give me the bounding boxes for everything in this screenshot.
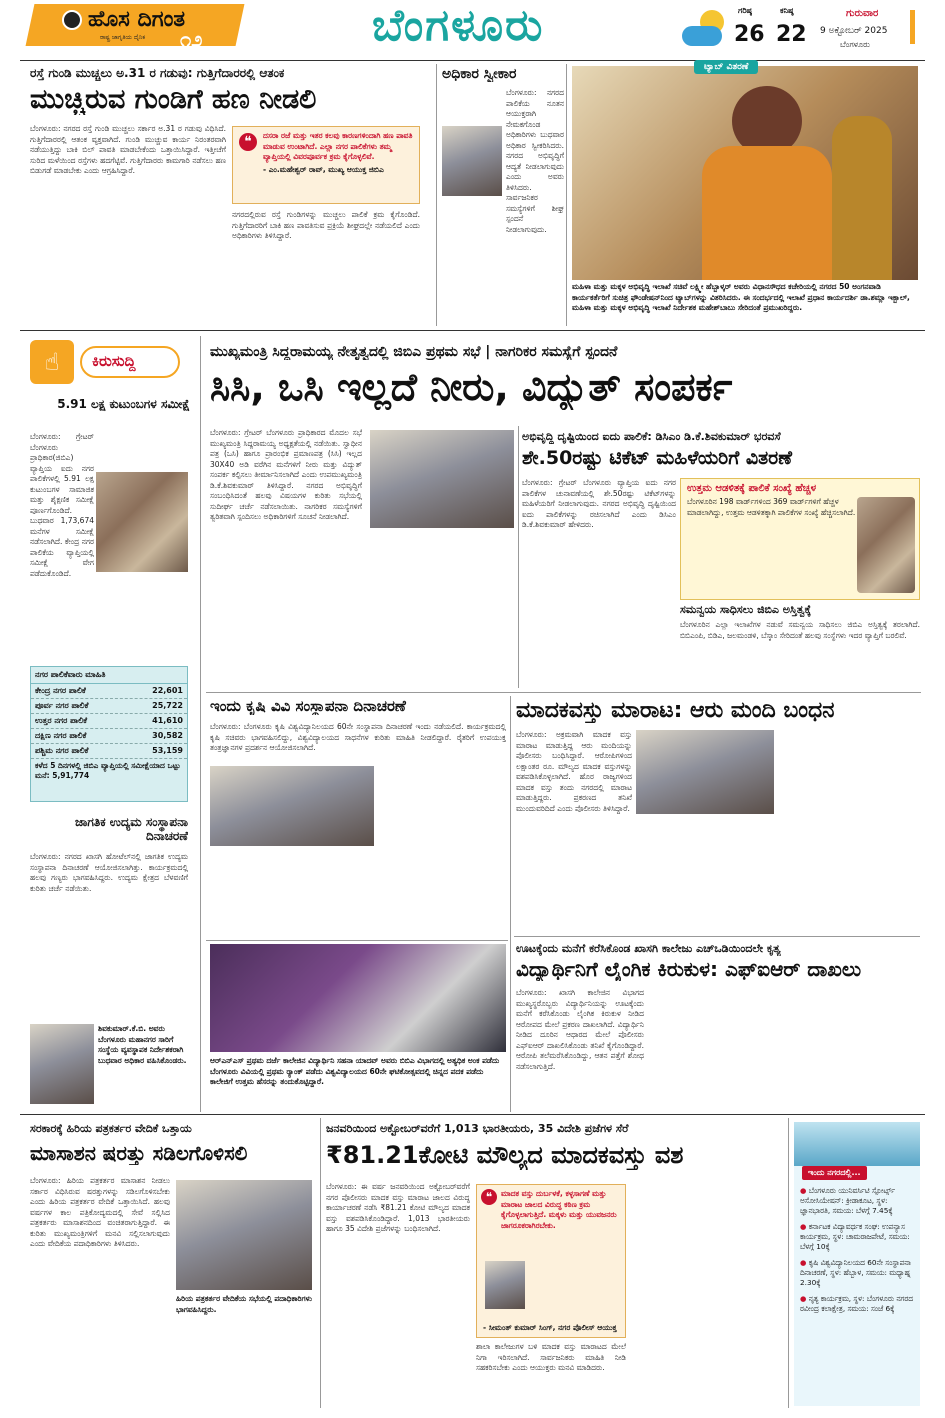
survey-headline[interactable]: 5.91 ಲಕ್ಷ ಕುಟುಂಬಗಳ ಸಮೀಕ್ಷೆ: [57, 398, 190, 411]
min-label: ಕನಿಷ್ಠ: [780, 6, 794, 15]
stats-title: ನಗರ ಪಾಲಿಕೆವಾರು ಮಾಹಿತಿ: [31, 667, 187, 684]
stat-label: ಕೇಂದ್ರ ನಗರ ಪಾಲಿಕೆ: [35, 686, 86, 695]
fir-headline[interactable]: ವಿದ್ಯಾರ್ಥಿನಿಗೆ ಲೈಂಗಿಕ ಕಿರುಕುಳ: ಎಫ್‌ಐಆರ್ ದಾಖಲು: [516, 958, 862, 981]
stat-row: [31, 714, 187, 729]
stat-label: ದಕ್ಷಿಣ ನಗರ ಪಾಲಿಕೆ: [35, 731, 87, 740]
stats-total-label: ಕಳೆದ 5 ದಿನಗಳಲ್ಲಿ ಜಿಬಿಎ ವ್ಯಾಪ್ತಿಯಲ್ಲಿ ಸಮೀಕ್ಷೆಯಾದ ಒಟ್ಟು ಮನೆ:: [35, 761, 181, 780]
stat-row: [31, 744, 187, 759]
fir-kicker[interactable]: ಊಟಕ್ಕೆಂದು ಮನೆಗೆ ಕರೆಸಿಕೊಂಡ ಖಾಸಗಿ ಕಾಲೇಜು ಎಚ್‌ಒಡಿಯಿಂದಲೇ ಕೃತ್ಯ: [516, 942, 781, 955]
agri-photo: [210, 766, 374, 846]
weather-icon: [680, 8, 730, 50]
journalist-photo: [176, 1180, 312, 1290]
stat-value: 30,582: [152, 731, 183, 740]
main-kicker[interactable]: ಮುಖ್ಯಮಂತ್ರಿ ಸಿದ್ದರಾಮಯ್ಯ ನೇತೃತ್ವದಲ್ಲಿ ಜಿಬಿಎ ಪ್ರಥಮ ಸಭೆ | ನಾಗರಿಕರ ಸಮಸ್ಯೆಗೆ ಸ್ಪಂದನೆ: [210, 344, 618, 360]
lead-left-body1: ಬೆಂಗಳೂರು: ನಗರದ ರಸ್ತೆ ಗುಂಡಿ ಮುಚ್ಚಲು ಸರ್ಕಾರ ಅ.31 ರ ಗಡುವು ವಿಧಿಸಿದೆ. ಗುತ್ತಿಗೆದಾರರಲ್ಲಿ ಆತಂಕ ವ್ಯಕ್ತವಾಗಿದೆ. ಗುಂಡಿ ಮುಚ್ಚುವ ಕಾರ್ಯ ನಿರಂತರವಾಗಿ ನಡೆಯುತ್ತಿದ್ದು ಬಾಕಿ ಬಿಲ್ ಪಾವತಿ ಮಾಡಬೇಕೆಂದು ಒತ್ತಾಯಿಸಿದ್ದಾರೆ. ಇತ್ತೀಚೆಗೆ ಸುರಿದ ಮಳೆಯಿಂದ ರಸ್ತೆಗಳು ಹದಗೆಟ್ಟಿವೆ. ಗುತ್ತಿಗೆದಾರರು ಕಾಮಗಾರಿ ನಡೆಸಲು ಹಣ ಬಿಡುಗಡೆ ಮಾಡಬೇಕು ಎಂದು ಆಗ್ರಹಿಸಿದ್ದಾರೆ.: [30, 124, 226, 175]
lead-left-kicker[interactable]: ರಸ್ತೆ ಗುಂಡಿ ಮುಚ್ಚಲು ಅ.31 ರ ಗಡುವು: ಗುತ್ತಿಗೆದಾರರಲ್ಲಿ ಆತಂಕ: [30, 66, 285, 80]
agri-body: ಬೆಂಗಳೂರು: ಬೆಂಗಳೂರು ಕೃಷಿ ವಿಶ್ವವಿದ್ಯಾನಿಲಯದ 60ನೇ ಸಂಸ್ಥಾಪನಾ ದಿನಾಚರಣೆ ಇಂದು ನಡೆಯಲಿದೆ. ಕಾರ್ಯಕ್ರಮದಲ್ಲಿ ಕೃಷಿ ಸಚಿವರು ಭಾಗವಹಿಸಲಿದ್ದು, ವಿಶ್ವವಿದ್ಯಾಲಯದ ಸಾಧನೆಗಳ ಕುರಿತು ಮಾಹಿತಿ ನೀಡಲಿದ್ದಾರೆ. ರೈತರಿಗೆ ಉಪಯುಕ್ತ ತಂತ್ರಜ್ಞಾನಗಳ ಪ್ರದರ್ಶನ ಆಯೋಜಿಸಲಾಗಿದೆ.: [210, 722, 506, 752]
event-text: ಕೃಷಿ ವಿಶ್ವವಿದ್ಯಾನಿಲಯದ 60ನೇ ಸಂಸ್ಥಾಪನಾ ದಿನಾಚರಣೆ, ಸ್ಥಳ: ಹೆಬ್ಬಾಳ, ಸಮಯ: ಮಧ್ಯಾಹ್ನ 2.30ಕ್ಕೆ: [800, 1258, 911, 1287]
city-title: ಬೆಂಗಳೂರು: [372, 0, 545, 51]
commissioner-portrait: [485, 1261, 525, 1309]
convocation-photo: [210, 944, 506, 1052]
kirusuddi-banner: [30, 340, 190, 386]
seizure-body-col3: [632, 1182, 782, 1402]
tab-photo: [572, 66, 918, 280]
udyama-headline[interactable]: ಜಾಗತಿಕ ಉದ್ಯಮ ಸಂಸ್ಥಾಪನಾ ದಿನಾಚರಣೆ: [75, 816, 188, 843]
dkshi-portrait: [857, 497, 915, 593]
events-panel: [794, 1122, 920, 1406]
box-body: ಬೆಂಗಳೂರಿನ 198 ವಾರ್ಡ್‌ಗಳಿಂದ 369 ವಾರ್ಡ್‌ಗಳಿಗೆ ಹೆಚ್ಚಳ ಮಾಡಲಾಗಿದ್ದು, ಉತ್ತಮ ಆಡಳಿತಕ್ಕಾಗಿ ಪಾಲಿಕೆಗಳ ಸಂಖ್ಯೆ ಹೆಚ್ಚಿಸಲಾಗಿದೆ.: [687, 497, 856, 517]
stat-label: ಪಶ್ಚಿಮ ನಗರ ಪಾಲಿಕೆ: [35, 746, 89, 755]
coord-body: ಬೆಂಗಳೂರಿನ ಎಲ್ಲಾ ಇಲಾಖೆಗಳ ನಡುವೆ ಸಮನ್ವಯ ಸಾಧಿಸಲು ಜಿಬಿಎ ಅಸ್ತಿತ್ವಕ್ಕೆ ತರಲಾಗಿದೆ. ಬಿಬಿಎಂಪಿ, ಬಿಡಿಎ, ಜಲಮಂಡಳಿ, ಬೆಸ್ಕಾಂ ಸೇರಿದಂತೆ ಹಲವು ಸಂಸ್ಥೆಗಳು ಇದರ ವ್ಯಾಪ್ತಿಗೆ ಬರಲಿವೆ.: [680, 620, 920, 640]
skyline-graphic: [794, 1122, 920, 1166]
max-temp: 26: [734, 22, 765, 47]
survey-body-tail: [96, 576, 188, 662]
stat-value: 22,601: [152, 686, 183, 695]
main-body: ಬೆಂಗಳೂರು: ಗ್ರೇಟರ್ ಬೆಂಗಳೂರು ಪ್ರಾಧಿಕಾರದ ಮೊದಲ ಸಭೆ ಮುಖ್ಯಮಂತ್ರಿ ಸಿದ್ದರಾಮಯ್ಯ ಅಧ್ಯಕ್ಷತೆಯಲ್ಲಿ ನಡೆಯಿತು. ಸ್ವಾಧೀನ ಪತ್ರ (ಒಸಿ) ಹಾಗೂ ಪ್ರಾರಂಭಿಕ ಪ್ರಮಾಣಪತ್ರ (ಸಿಸಿ) ಇಲ್ಲದ 30X40 ಅಡಿ ವರೆಗಿನ ಮನೆಗಳಿಗೆ ನೀರು ಮತ್ತು ವಿದ್ಯುತ್ ಸಂಪರ್ಕ ಕಲ್ಪಿಸಲು ತೀರ್ಮಾನಿಸಲಾಗಿದೆ ಎಂದು ಉಪಮುಖ್ಯಮಂತ್ರಿ ಡಿ.ಕೆ.ಶಿವಕುಮಾರ್ ತಿಳಿಸಿದ್ದಾರೆ. ನಗರದ ಅಭಿವೃದ್ಧಿಗೆ ಸಂಬಂಧಿಸಿದಂತೆ ಹಲವು ವಿಷಯಗಳ ಕುರಿತು ಸಭೆಯಲ್ಲಿ ಸುದೀರ್ಘ ಚರ್ಚೆ ನಡೆಸಲಾಯಿತು. ನಾಗರಿಕರ ಸಮಸ್ಯೆಗಳಿಗೆ ತ್ವರಿತವಾಗಿ ಸ್ಪಂದಿಸಲು ಅಧಿಕಾರಿಗಳಿಗೆ ಸೂಚನೆ ನೀಡಲಾಗಿದೆ.: [210, 428, 362, 521]
coord-headline[interactable]: ಸಮನ್ವಯ ಸಾಧಿಸಲು ಜಿಬಿಎ ಅಸ್ತಿತ್ವಕ್ಕೆ: [680, 604, 812, 616]
stats-box: [30, 666, 188, 802]
drug-headline[interactable]: ಮಾದಕವಸ್ತು ಮಾರಾಟ: ಆರು ಮಂದಿ ಬಂಧನ: [516, 698, 835, 723]
day-label: ಗುರುವಾರ: [846, 8, 879, 19]
brand-tagline: ರಾಷ್ಟ್ರ ಜಾಗೃತಿಯ ದೈನಿಕ: [100, 34, 146, 41]
journalist-body-col2: [176, 1320, 312, 1402]
stat-label: ಉತ್ತರ ನಗರ ಪಾಲಿಕೆ: [35, 716, 88, 725]
stats-total-value: 5,91,774: [52, 771, 90, 780]
convocation-caption: ಆರ್‌ಎನ್‌ಎಸ್ ಪ್ರಥಮ ದರ್ಜೆ ಕಾಲೇಜಿನ ವಿದ್ಯಾರ್ಥಿನಿ ಸಹನಾ ಯಾದವ್ ಅವರು ಬಿಬಿಎ ವಿಭಾಗದಲ್ಲಿ ಅತ್ಯಧಿಕ ಅಂಕ ಪಡೆದು ಬೆಂಗಳೂರು ವಿವಿಯಲ್ಲಿ ಪ್ರಥಮ ರ‍್ಯಾಂಕ್ ಪಡೆದು ವಿಶ್ವವಿದ್ಯಾಲಯದ 60ನೇ ಘಟಿಕೋತ್ಸವದಲ್ಲಿ ಚಿನ್ನದ ಪದಕ ಪಡೆದು ಕಾಲೇಜಿಗೆ ಉತ್ತಮ ಹೆಸರನ್ನು ತಂದುಕೊಟ್ಟಿದ್ದಾರೆ.: [210, 1056, 500, 1086]
registration-marks: [90, 1408, 130, 1416]
stat-label: ಪೂರ್ವ ನಗರ ಪಾಲಿಕೆ: [35, 701, 89, 710]
tab-caption: ಮಹಿಳಾ ಮತ್ತು ಮಕ್ಕಳ ಅಭಿವೃದ್ಧಿ ಇಲಾಖೆ ಸಚಿವೆ ಲಕ್ಷ್ಮೀ ಹೆಬ್ಬಾಳ್ಕರ್ ಅವರು ವಿಧಾನಸೌಧದ ಕಚೇರಿಯಲ್ಲಿ ನಗರದ 50 ಅಂಗನವಾಡಿ ಕಾರ್ಯಕರ್ತೆರಿಗೆ ಸುಚಿತ್ರ ಫೌಂಡೇಷನ್‌ನಿಂದ ಟ್ಯಾಬ್‌ಗಳನ್ನು ವಿತರಿಸಿದರು. ಈ ಸಂದರ್ಭದಲ್ಲಿ ಇಲಾಖೆ ಪ್ರಧಾನ ಕಾರ್ಯದರ್ಶಿ ಡಾ.ಶಮ್ಲಾ ಇಕ್ಬಾಲ್, ಮಹಿಳಾ ಮತ್ತು ಮಕ್ಕಳ ಅಭಿವೃದ್ಧಿ ಇಲಾಖೆ ನಿರ್ದೇಶಕ ಮಹೇಶ್‌ಬಾಬು ಸೇರಿದಂತೆ ಪ್ರಮುಖರಿದ್ದರು.: [572, 282, 910, 312]
event-item[interactable]: [800, 1222, 916, 1252]
seizure-headline[interactable]: ₹81.21ಕೋಟಿ ಮೌಲ್ಯದ ಮಾದಕವಸ್ತು ವಶ: [326, 1142, 684, 1169]
seizure-quote-box: [476, 1184, 626, 1338]
oath-headline[interactable]: ಅಧಿಕಾರ ಸ್ವೀಕಾರ: [442, 66, 517, 82]
drug-body-col3: [780, 730, 920, 930]
journalist-photo-caption: ಹಿರಿಯ ಪತ್ರಕರ್ತರ ವೇದಿಕೆಯ ಸಭೆಯಲ್ಲಿ ಪದಾಧಿಕಾರಿಗಳು ಭಾಗವಹಿಸಿದ್ದರು.: [176, 1294, 312, 1314]
journalist-kicker[interactable]: ಸರಕಾರಕ್ಕೆ ಹಿರಿಯ ಪತ್ರಕರ್ತರ ವೇದಿಕೆ ಒತ್ತಾಯ: [30, 1122, 192, 1135]
page-number: ೧೨: [180, 27, 203, 51]
agri-headline[interactable]: ಇಂದು ಕೃಷಿ ವಿವಿ ಸಂಸ್ಥಾಪನಾ ದಿನಾಚರಣೆ: [210, 698, 406, 715]
lead-left-body2: ನಗರದಲ್ಲಿರುವ ರಸ್ತೆ ಗುಂಡಿಗಳನ್ನು ಮುಚ್ಚಲು ಪಾಲಿಕೆ ಕ್ರಮ ಕೈಗೊಂಡಿದೆ. ಗುತ್ತಿಗೆದಾರರಿಗೆ ಬಾಕಿ ಹಣ ಪಾವತಿಸುವ ಪ್ರಕ್ರಿಯೆ ಶೀಘ್ರದಲ್ಲೇ ನಡೆಯಲಿದೆ ಎಂದು ಅಧಿಕಾರಿಗಳು ತಿಳಿಸಿದ್ದಾರೆ.: [232, 210, 420, 240]
stat-row: [31, 699, 187, 714]
journalist-body: ಬೆಂಗಳೂರು: ಹಿರಿಯ ಪತ್ರಕರ್ತರ ಮಾಸಾಶನ ನೀಡಲು ಸರ್ಕಾರ ವಿಧಿಸಿರುವ ಷರತ್ತುಗಳನ್ನು ಸಡಿಲಗೊಳಿಸಬೇಕು ಎಂದು ಹಿರಿಯ ಪತ್ರಕರ್ತರ ವೇದಿಕೆ ಒತ್ತಾಯಿಸಿದೆ. ಹಲವು ವರ್ಷಗಳ ಕಾಲ ಪತ್ರಿಕೋದ್ಯಮದಲ್ಲಿ ಸೇವೆ ಸಲ್ಲಿಸಿದ ಪತ್ರಕರ್ತರು ಮಾಸಾಶನದಿಂದ ವಂಚಿತರಾಗುತ್ತಿದ್ದಾರೆ. ಈ ಕುರಿತು ಮುಖ್ಯಮಂತ್ರಿಗಳಿಗೆ ಮನವಿ ಸಲ್ಲಿಸಲಾಗುವುದು ಎಂದು ವೇದಿಕೆಯ ಪದಾಧಿಕಾರಿಗಳು ತಿಳಿಸಿದರು.: [30, 1176, 170, 1248]
masthead-accent-bar: [910, 10, 915, 44]
place-label: ಬೆಂಗಳೂರು: [840, 40, 870, 49]
quote-icon: ❝: [481, 1189, 497, 1205]
fir-body-col2: [650, 988, 778, 1108]
seizure-body2: ಶಾಲಾ ಕಾಲೇಜುಗಳ ಬಳಿ ಮಾದಕ ವಸ್ತು ಮಾರಾಟದ ಮೇಲೆ ನಿಗಾ ಇರಿಸಲಾಗಿದೆ. ಸಾರ್ವಜನಿಕರು ಮಾಹಿತಿ ನೀಡಿ ಸಹಕರಿಸಬೇಕು ಎಂದು ಆಯುಕ್ತರು ಮನವಿ ಮಾಡಿದರು.: [476, 1342, 626, 1372]
main-headline[interactable]: ಸಿಸಿ, ಒಸಿ ಇಲ್ಲದೆ ನೀರು, ವಿದ್ಯುತ್ ಸಂಪರ್ಕ: [210, 366, 733, 409]
lead-left-quote: ದಸರಾ ರಜೆ ಮತ್ತು ಇತರ ಕಲವು ಕಾರಣಗಳಿಂದಾಗಿ ಹಣ ಪಾವತಿ ಮಾಡುವ ಉಂಟಾಗಿದೆ. ಎಲ್ಲಾ ನಗರ ಪಾಲಿಕೆಗಳು ತಮ್ಮ ವ್ಯಾಪ್ತಿಯಲ್ಲಿ ವಿವರಪೂರ್ವಕ ಕ್ರಮ ಕೈಗೊಳ್ಳಲಿವೆ.: [263, 131, 413, 161]
max-label: ಗರಿಷ್ಠ: [738, 6, 752, 15]
tab-label: ಟ್ಯಾಬ್ ವಿತರಣೆ: [694, 60, 758, 74]
lead-left-headline[interactable]: ಮುಚ್ಚಿರುವ ಗುಂಡಿಗೆ ಹಣ ನೀಡಲಿ: [30, 84, 317, 115]
fir-body-col3: [784, 988, 920, 1108]
agri-body-col2: [380, 766, 506, 936]
drug-photo: [636, 730, 774, 814]
oath-body: ಬೆಂಗಳೂರು: ನಗರದ ಪಾಲಿಕೆಯ ನೂತನ ಆಯುಕ್ತರಾಗಿ ನೇಮಕಗೊಂಡ ಅಧಿಕಾರಿಗಳು ಬುಧವಾರ ಅಧಿಕಾರ ಸ್ವೀಕರಿಸಿದರು. ನಗರದ ಅಭಿವೃದ್ಧಿಗೆ ಆದ್ಯತೆ ನೀಡಲಾಗುವುದು ಎಂದು ಅವರು ತಿಳಿಸಿದರು. ಸಾರ್ವಜನಿಕರ ಸಮಸ್ಯೆಗಳಿಗೆ ಶೀಘ್ರ ಸ್ಪಂದನೆ ನೀಡಲಾಗುವುದು.: [506, 88, 564, 234]
meeting-photo: [370, 430, 514, 528]
lead-left-quote-box: [232, 126, 420, 204]
seizure-quote-author: - ಸೀಮಂತ್ ಕುಮಾರ್ ಸಿಂಗ್, ನಗರ ಪೊಲೀಸ್ ಆಯುಕ್ತ: [483, 1323, 617, 1332]
bullet-icon: ●: [800, 1294, 809, 1303]
bullet-icon: ●: [800, 1222, 809, 1231]
kirusuddi-label: ಕಿರುಸುದ್ದಿ: [92, 352, 136, 370]
event-text: ಕರ್ನಾಟಕ ವಿದ್ಯಾವರ್ಧಕ ಸಂಘ: ಉಪನ್ಯಾಸ ಕಾರ್ಯಕ್ರಮ, ಸ್ಥಳ: ಚಾಮರಾಜಪೇಟೆ, ಸಮಯ: ಬೆಳಗ್ಗೆ 10ಕ್ಕೆ: [800, 1222, 910, 1251]
quote-icon: ❝: [239, 133, 257, 151]
event-text: ಬೆಂಗಳೂರು ಯುನಿವರ್ಸಿಟಿ ಸ್ಪೋರ್ಟ್ಸ್ ಅಸೋಸಿಯೇಷನ್: ಕ್ರೀಡಾಕೂಟ, ಸ್ಥಳ: ಜ್ಞಾನಭಾರತಿ, ಸಮಯ: ಬೆಳಗ್ಗೆ 7.45ಕ್ಕೆ: [800, 1186, 895, 1215]
fir-body: ಬೆಂಗಳೂರು: ಖಾಸಗಿ ಕಾಲೇಜಿನ ವಿಭಾಗದ ಮುಖ್ಯಸ್ಥರೊಬ್ಬರು ವಿದ್ಯಾರ್ಥಿನಿಯನ್ನು ಊಟಕ್ಕೆಂದು ಮನೆಗೆ ಕರೆಸಿಕೊಂಡು ಲೈಂಗಿಕ ಕಿರುಕುಳ ನೀಡಿದ ಆರೋಪದ ಮೇಲೆ ಪ್ರಕರಣ ದಾಖಲಾಗಿದೆ. ವಿದ್ಯಾರ್ಥಿನಿ ನೀಡಿದ ದೂರಿನ ಆಧಾರದ ಮೇಲೆ ಪೊಲೀಸರು ಎಫ್‌ಐಆರ್ ದಾಖಲಿಸಿಕೊಂಡು ತನಿಖೆ ಕೈಗೊಂಡಿದ್ದಾರೆ. ಆರೋಪಿ ತಲೆಮರೆಸಿಕೊಂಡಿದ್ದು, ಆತನ ಪತ್ತೆಗೆ ಶೋಧ ನಡೆಸಲಾಗುತ್ತಿದೆ.: [516, 988, 644, 1071]
seizure-body: ಬೆಂಗಳೂರು: ಈ ವರ್ಷ ಜನವರಿಯಿಂದ ಅಕ್ಟೋಬರ್‌ವರೆಗೆ ನಗರ ಪೊಲೀಸರು ಮಾದಕ ವಸ್ತು ಮಾರಾಟ ಜಾಲದ ವಿರುದ್ಧ ಕಾರ್ಯಾಚರಣೆ ನಡೆಸಿ ₹81.21 ಕೋಟಿ ಮೌಲ್ಯದ ಮಾದಕ ವಸ್ತು ವಶಪಡಿಸಿಕೊಂಡಿದ್ದಾರೆ. 1,013 ಭಾರತೀಯರು ಹಾಗೂ 35 ವಿದೇಶಿ ಪ್ರಜೆಗಳನ್ನು ಬಂಧಿಸಲಾಗಿದೆ.: [326, 1182, 470, 1233]
profile-caption: ಶಿವಕುಮಾರ್.ಕೆ.ಬಿ. ಅವರು ಬೆಂಗಳೂರು ಮಹಾನಗರ ಸಾರಿಗೆ ಸಂಸ್ಥೆಯ ವ್ಯವಸ್ಥಾಪಕ ನಿರ್ದೇಶಕರಾಗಿ ಬುಧವಾರ ಅಧಿಕಾರ ವಹಿಸಿಕೊಂಡರು.: [98, 1024, 187, 1065]
box-panel: [680, 478, 920, 600]
survey-body: ಬೆಂಗಳೂರು: ಗ್ರೇಟರ್ ಬೆಂಗಳೂರು ಪ್ರಾಧಿಕಾರ(ಜಿಬಿಎ) ವ್ಯಾಪ್ತಿಯ ಐದು ನಗರ ಪಾಲಿಕೆಗಳಲ್ಲಿ 5.91 ಲಕ್ಷ ಕುಟುಂಬಗಳ ಸಾಮಾಜಿಕ ಮತ್ತು ಶೈಕ್ಷಣಿಕ ಸಮೀಕ್ಷೆ ಪೂರ್ಣಗೊಂಡಿದೆ. ಬುಧವಾರ 1,73,674 ಮನೆಗಳ ಸಮೀಕ್ಷೆ ನಡೆಸಲಾಗಿದೆ. ಕೇಂದ್ರ ನಗರ ಪಾಲಿಕೆಯ ವ್ಯಾಪ್ತಿಯಲ್ಲಿ ಸಮೀಕ್ಷೆ ವೇಗ ಪಡೆದುಕೊಂಡಿದೆ.: [30, 432, 94, 578]
profile-photo: [30, 1024, 94, 1104]
bullet-icon: ●: [800, 1186, 809, 1195]
seizure-quote: ಮಾದಕ ವಸ್ತು ದುರ್ಬಳಕೆ, ಕಳ್ಳಸಾಗಣೆ ಮತ್ತು ಮಾರಾಟ ಜಾಲದ ವಿರುದ್ಧ ಕಠಿಣ ಕ್ರಮ ಕೈಗೊಳ್ಳಲಾಗುತ್ತಿದೆ. ಮಕ್ಕಳು ಮತ್ತು ಯುವಜನರು ಜಾಗರೂಕರಾಗಿರಬೇಕು.: [501, 1189, 617, 1230]
stat-value: 53,159: [152, 746, 183, 755]
bullet-icon: ●: [800, 1258, 809, 1267]
udyama-body: ಬೆಂಗಳೂರು: ನಗರದ ಖಾಸಗಿ ಹೋಟೆಲ್‌ನಲ್ಲಿ ಜಾಗತಿಕ ಉದ್ಯಮ ಸಂಸ್ಥಾಪನಾ ದಿನಾಚರಣೆ ಆಯೋಜಿಸಲಾಗಿತ್ತು. ಕಾರ್ಯಕ್ರಮದಲ್ಲಿ ಹಲವು ಗಣ್ಯರು ಭಾಗವಹಿಸಿದ್ದರು. ಉದ್ಯಮ ಕ್ಷೇತ್ರದ ಬೆಳವಣಿಗೆ ಕುರಿತು ಚರ್ಚೆ ನಡೆಯಿತು.: [30, 852, 188, 893]
kirusuddi-hand-icon: ☝: [30, 340, 74, 384]
event-item[interactable]: [800, 1294, 916, 1314]
stat-row: [31, 684, 187, 699]
journalist-headline[interactable]: ಮಾಸಾಶನ ಷರತ್ತು ಸಡಿಲಗೊಳಿಸಲಿ: [30, 1142, 248, 1165]
sub-body: ಬೆಂಗಳೂರು: ಗ್ರೇಟರ್ ಬೆಂಗಳೂರು ವ್ಯಾಪ್ತಿಯ ಐದು ನಗರ ಪಾಲಿಕೆಗಳ ಚುನಾವಣೆಯಲ್ಲಿ ಶೇ.50ರಷ್ಟು ಟಿಕೆಟ್‌ಗಳನ್ನು ಮಹಿಳೆಯರಿಗೆ ನೀಡಲಾಗುವುದು. ನಗರದ ಅಭಿವೃದ್ಧಿ ದೃಷ್ಟಿಯಿಂದ ಐದು ಪಾಲಿಕೆಗಳನ್ನು ರಚಿಸಲಾಗಿದೆ ಎಂದು ಡಿಸಿಎಂ ಡಿ.ಕೆ.ಶಿವಕುಮಾರ್ ಹೇಳಿದರು.: [522, 478, 676, 529]
lead-left-quote-author: - ಎಂ.ಮಹೇಶ್ವರ್ ರಾವ್, ಮುಖ್ಯ ಆಯುಕ್ತ ಜಿಬಿಎ: [263, 164, 384, 174]
drug-body-col2: [636, 818, 774, 930]
stat-value: 25,722: [152, 701, 183, 710]
stat-row: [31, 729, 187, 744]
survey-photo: [96, 472, 188, 572]
masthead: [0, 0, 945, 58]
event-item[interactable]: [800, 1258, 916, 1288]
min-temp: 22: [776, 22, 807, 47]
seizure-kicker[interactable]: ಜನವರಿಯಿಂದ ಅಕ್ಟೋಬರ್‌ವರೆಗೆ 1,013 ಭಾರತೀಯರು, 35 ವಿದೇಶಿ ಪ್ರಜೆಗಳ ಸೆರೆ: [326, 1122, 629, 1135]
event-item[interactable]: [800, 1186, 916, 1216]
event-text: ನೃತ್ಯ ಕಾರ್ಯಕ್ರಮ, ಸ್ಥಳ: ಬೆಂಗಳೂರು ನಗರದ ರವೀಂದ್ರ ಕಲಾಕ್ಷೇತ್ರ, ಸಮಯ: ಸಂಜೆ 6ಕ್ಕೆ: [800, 1294, 913, 1313]
brand-logo-icon: [62, 10, 82, 30]
sub-headline[interactable]: ಶೇ.50ರಷ್ಟು ಟಿಕೆಟ್ ಮಹಿಳೆಯರಿಗೆ ವಿತರಣೆ: [522, 448, 793, 469]
box-headline: ಉತ್ತಮ ಆಡಳಿತಕ್ಕೆ ಪಾಲಿಕೆ ಸಂಖ್ಯೆ ಹೆಚ್ಚಳ: [687, 483, 817, 494]
brand-name: ಹೊಸ ದಿಗಂತ: [88, 7, 186, 32]
main-body-col2: [370, 532, 514, 688]
drug-body: ಬೆಂಗಳೂರು: ಅಕ್ರಮವಾಗಿ ಮಾದಕ ವಸ್ತು ಮಾರಾಟ ಮಾಡುತ್ತಿದ್ದ ಆರು ಮಂದಿಯನ್ನು ಪೊಲೀಸರು ಬಂಧಿಸಿದ್ದಾರೆ. ಆರೋಪಿಗಳಿಂದ ಲಕ್ಷಾಂತರ ರೂ. ಮೌಲ್ಯದ ಮಾದಕ ವಸ್ತುಗಳನ್ನು ವಶಪಡಿಸಿಕೊಳ್ಳಲಾಗಿದೆ. ಹೊರ ರಾಜ್ಯಗಳಿಂದ ಮಾದಕ ವಸ್ತು ತಂದು ನಗರದಲ್ಲಿ ಮಾರಾಟ ಮಾಡುತ್ತಿದ್ದರು. ಪ್ರಕರಣದ ತನಿಖೆ ಮುಂದುವರಿದಿದೆ ಎಂದು ಪೊಲೀಸರು ತಿಳಿಸಿದ್ದಾರೆ.: [516, 730, 632, 813]
date-label: 9 ಅಕ್ಟೋಬರ್ 2025: [820, 26, 888, 36]
sub-kicker[interactable]: ಅಭಿವೃದ್ಧಿ ದೃಷ್ಟಿಯಿಂದ ಐದು ಪಾಲಿಕೆ: ಡಿಸಿಎಂ ಡಿ.ಕೆ.ಶಿವಕುಮಾರ್ ಭರವಸೆ: [522, 430, 781, 443]
stat-value: 41,610: [152, 716, 183, 725]
events-title: ಇಂದು ನಗರದಲ್ಲಿ...: [802, 1166, 867, 1180]
